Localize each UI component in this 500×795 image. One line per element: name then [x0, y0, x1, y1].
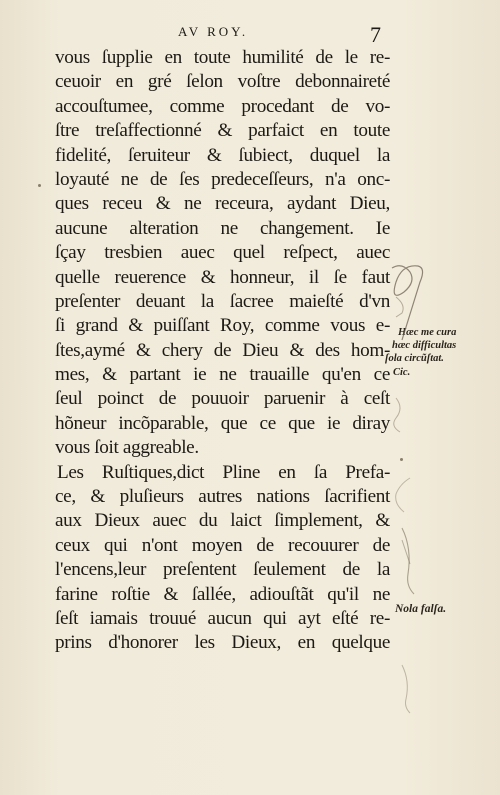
margin-note: Nola falſa. [395, 603, 447, 615]
running-head: AV ROY. [178, 24, 249, 39]
text-line: ceuoir en gré ſelon voſtre debonnaireté [55, 71, 390, 93]
text-line: ſçay tresbien auec quel reſpect, auec [55, 242, 390, 264]
margin-note: Hæc me cura [398, 327, 457, 338]
text-line: quelle reuerence & honneur, il ſe faut [55, 266, 390, 288]
margin-note: Cic. [393, 367, 411, 378]
text-line: ſeſt iamais trouué aucun qui ayt eſté re- [55, 607, 390, 629]
text-line: aux Dieux auec du laict ſimplement, & [55, 510, 390, 532]
text-line: ſtre treſaffectionné & parfaict en toute [55, 120, 390, 142]
text-line: mes, & partant ie ne trauaille qu'en ce [55, 364, 390, 386]
text-line: prins d'honorer les Dieux, en quelque [55, 632, 390, 654]
text-line: aucune alteration ne changement. Ie [55, 217, 390, 239]
text-line: ques receu & ne receura, aydant Dieu, [55, 193, 390, 215]
margin-note: hæc difficultas [392, 340, 457, 351]
page-number: 7 [370, 22, 381, 47]
text-line: fidelité, ſeruiteur & ſubiect, duquel la [55, 144, 390, 166]
text-line: l'encens,leur preſentent ſeulement de la [55, 559, 390, 581]
ink-speck [38, 184, 41, 187]
text-line: accouſtumee, comme procedant de vo- [55, 95, 390, 117]
text-line: vous ſoit aggreable. [55, 437, 199, 459]
text-line: ſtes,aymé & chery de Dieu & des hom- [55, 339, 390, 361]
margin-note: ſola circũſtat. [385, 353, 444, 364]
text-line: vous ſupplie en toute humilité de le re- [55, 47, 390, 68]
ink-speck [400, 458, 403, 461]
text-line: Les Ruſtiques,dict Pline en ſa Prefa- [57, 461, 390, 483]
text-line: preſenter deuant la ſacree maieſté d'vn [55, 290, 390, 312]
text-line: ce, & pluſieurs autres nations ſacrifient [55, 486, 390, 508]
text-line: farine roſtie & ſallée, adiouſtãt qu'il ne [55, 583, 390, 605]
text-line: hõneur incõparable, que ce que ie diray [55, 412, 390, 434]
text-line: ſeul poinct de pouuoir paruenir à ceſt [55, 388, 390, 410]
text-line: ſi grand & puiſſant Roy, comme vous e- [55, 315, 390, 337]
text-line: loyauté ne de ſes predeceſſeurs, n'a onc- [55, 168, 390, 190]
text-line: ceux qui n'ont moyen de recouurer de [55, 534, 390, 556]
